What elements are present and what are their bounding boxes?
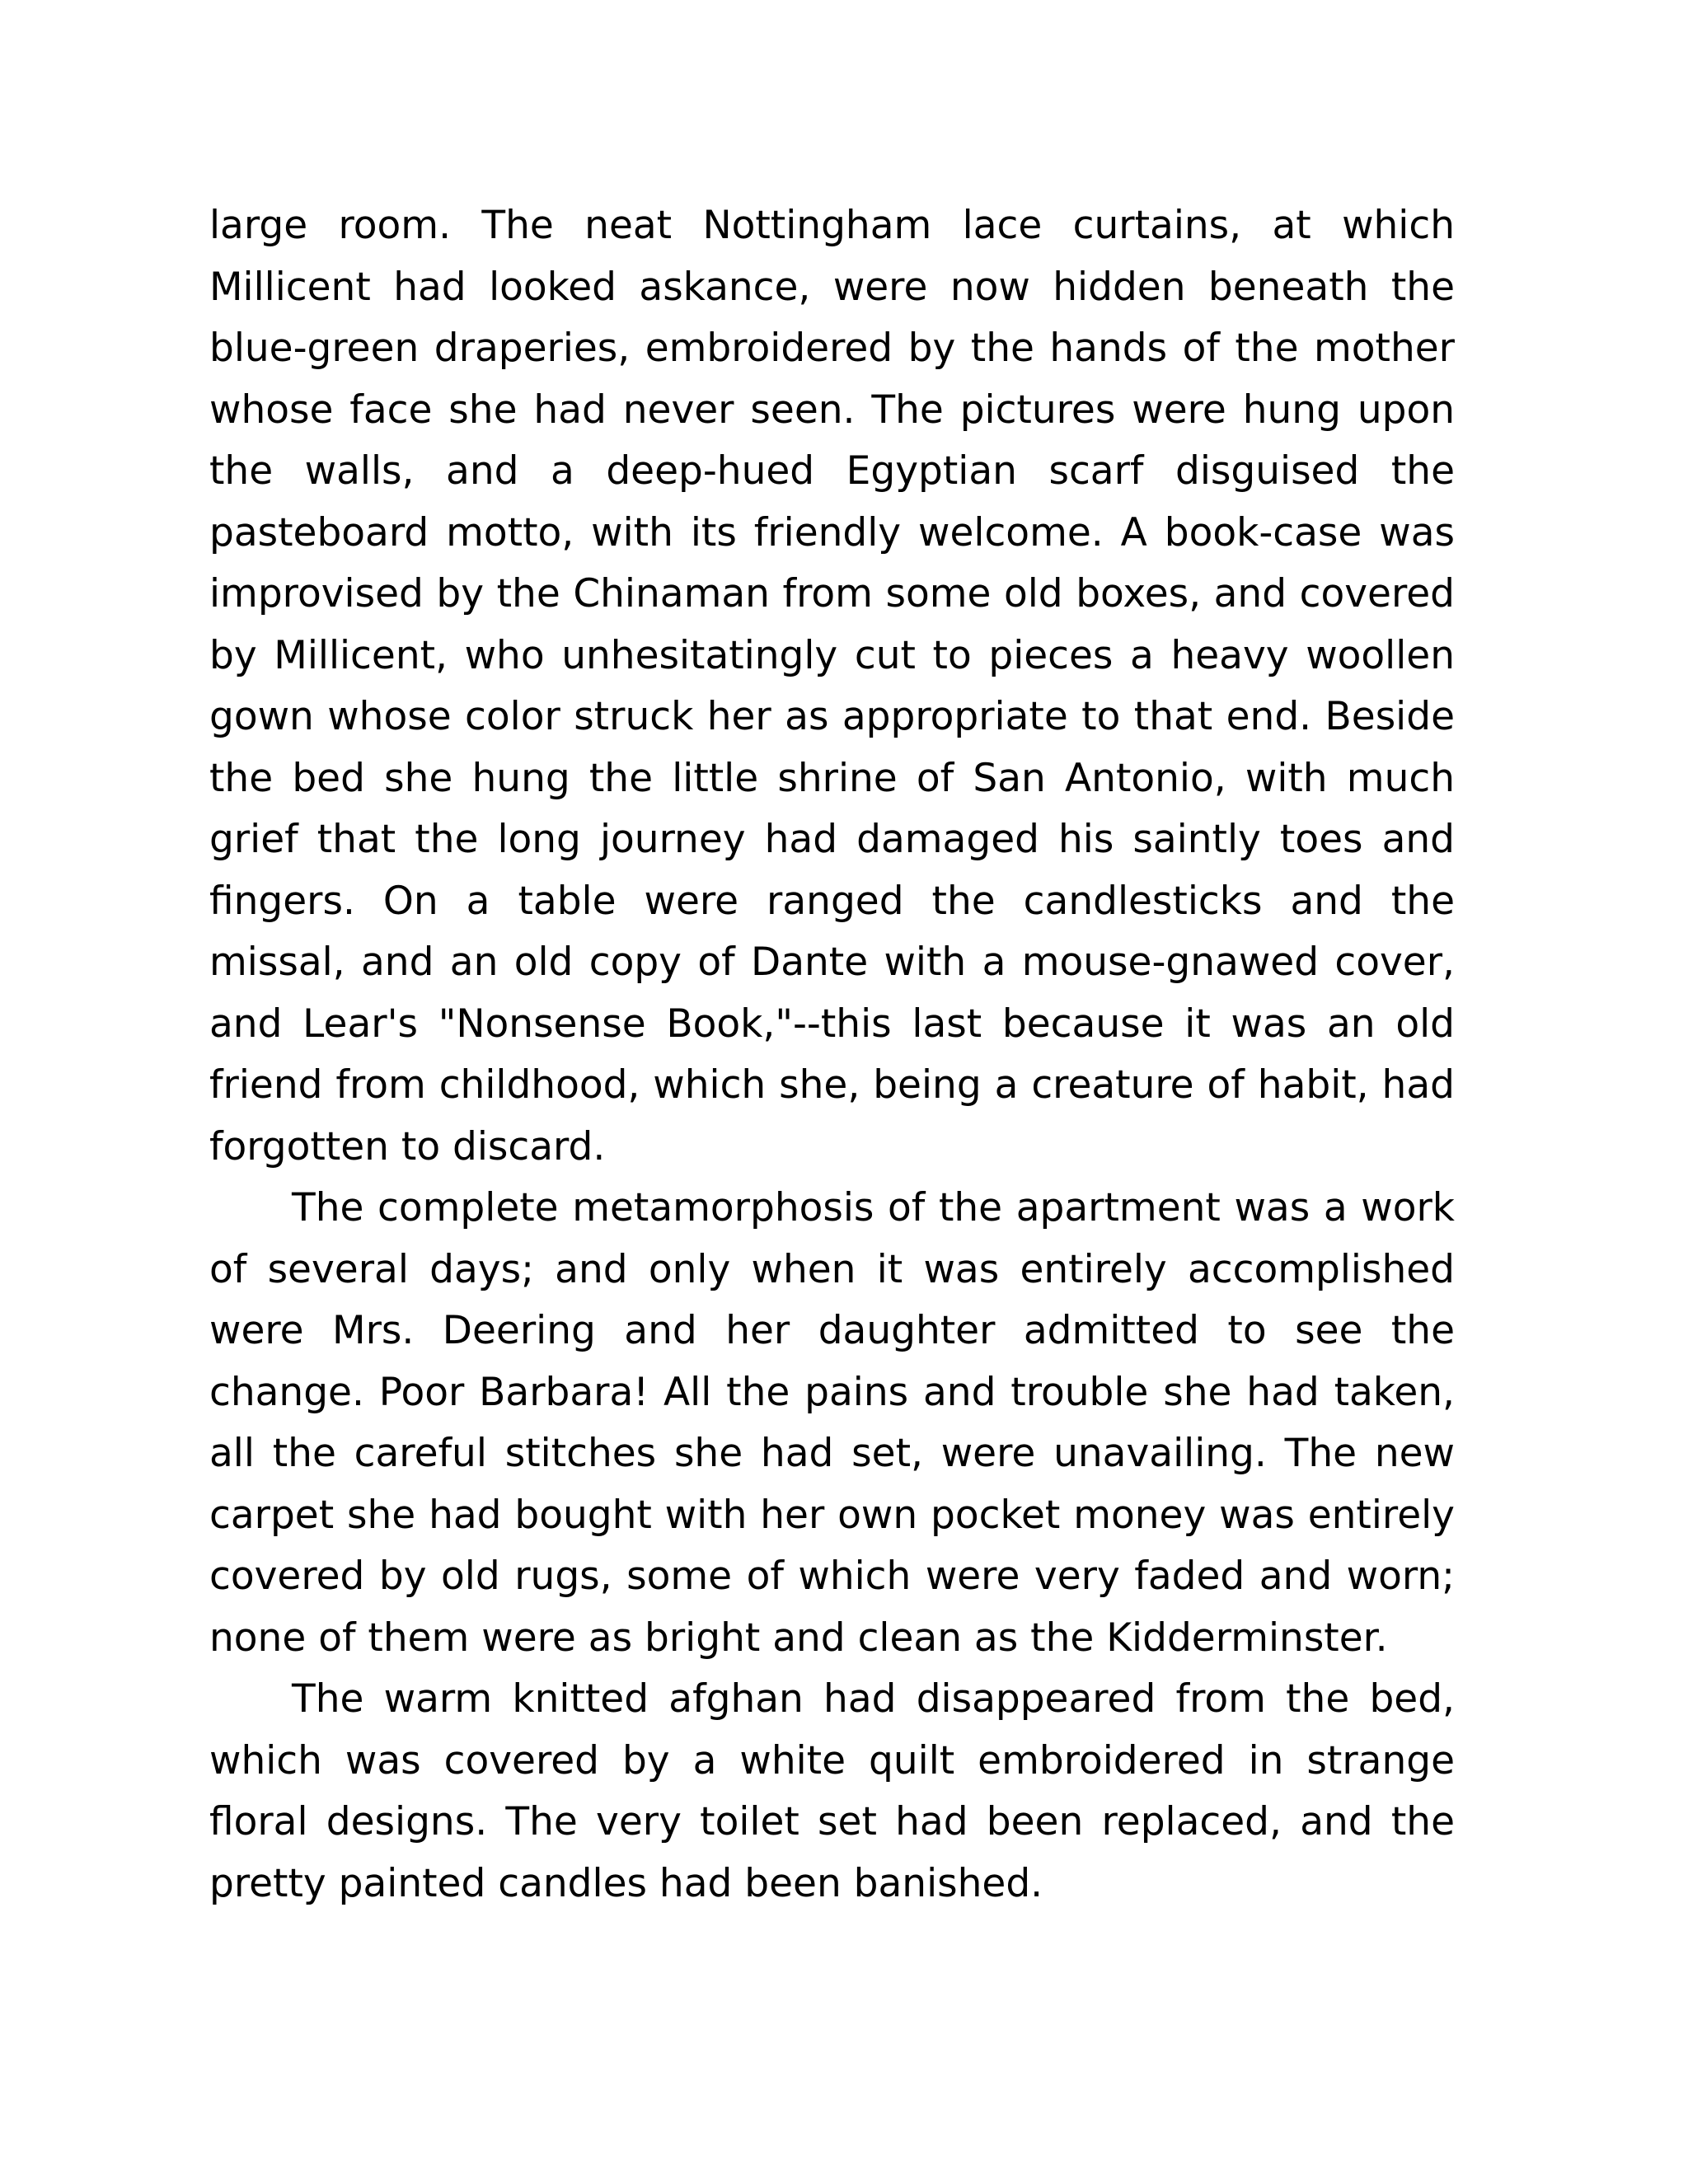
paragraph-continued: large room. The neat Nottingham lace curtains, at which Millicent had looked askance, were now hidden beneath the blue-green draperies, embroidered by the hands of the mother whose face she had never seen. The pictures were hung upon the walls, and a deep-hued Egyptian scarf disguised the pasteboard motto, with its friendly welcome. A book-case was improvised by the Chinaman from some old boxes, and covered by Millicent, who unhesitatingly cut to pieces a heavy woollen gown whose color struck her as appropriate to that end. Beside the bed she hung the little shrine of San Antonio, with much grief that the long journey had damaged his saintly toes and fingers. On a table were ranged the candlesticks and the missal, and an old copy of Dante with a mouse-gnawed cover, and Lear's "Nonsense Book,"--this last because it was an old friend from childhood, which she, being a creature of habit, had forgotten to discard. bbox=[209, 203, 1455, 1169]
paragraph: The complete metamorphosis of the apartment was a work of several days; and only when it was entirely accomplished were Mrs. Deering and her daughter admitted to see the change. Poor Barbara! All the pains and trouble she had taken, all the careful stitches she had set, were unavailing. The new carpet she had bought with her own pocket money was entirely covered by old rugs, some of which were very faded and worn; none of them were as bright and clean as the Kidderminster. bbox=[209, 1185, 1455, 1661]
paragraph: The warm knitted afghan had disappeared from the bed, which was covered by a white quilt embroidered in strange floral designs. The very toilet set had been replaced, and the pretty painted candles had been banished. bbox=[209, 1676, 1455, 1906]
page-body bbox=[209, 195, 1455, 1915]
